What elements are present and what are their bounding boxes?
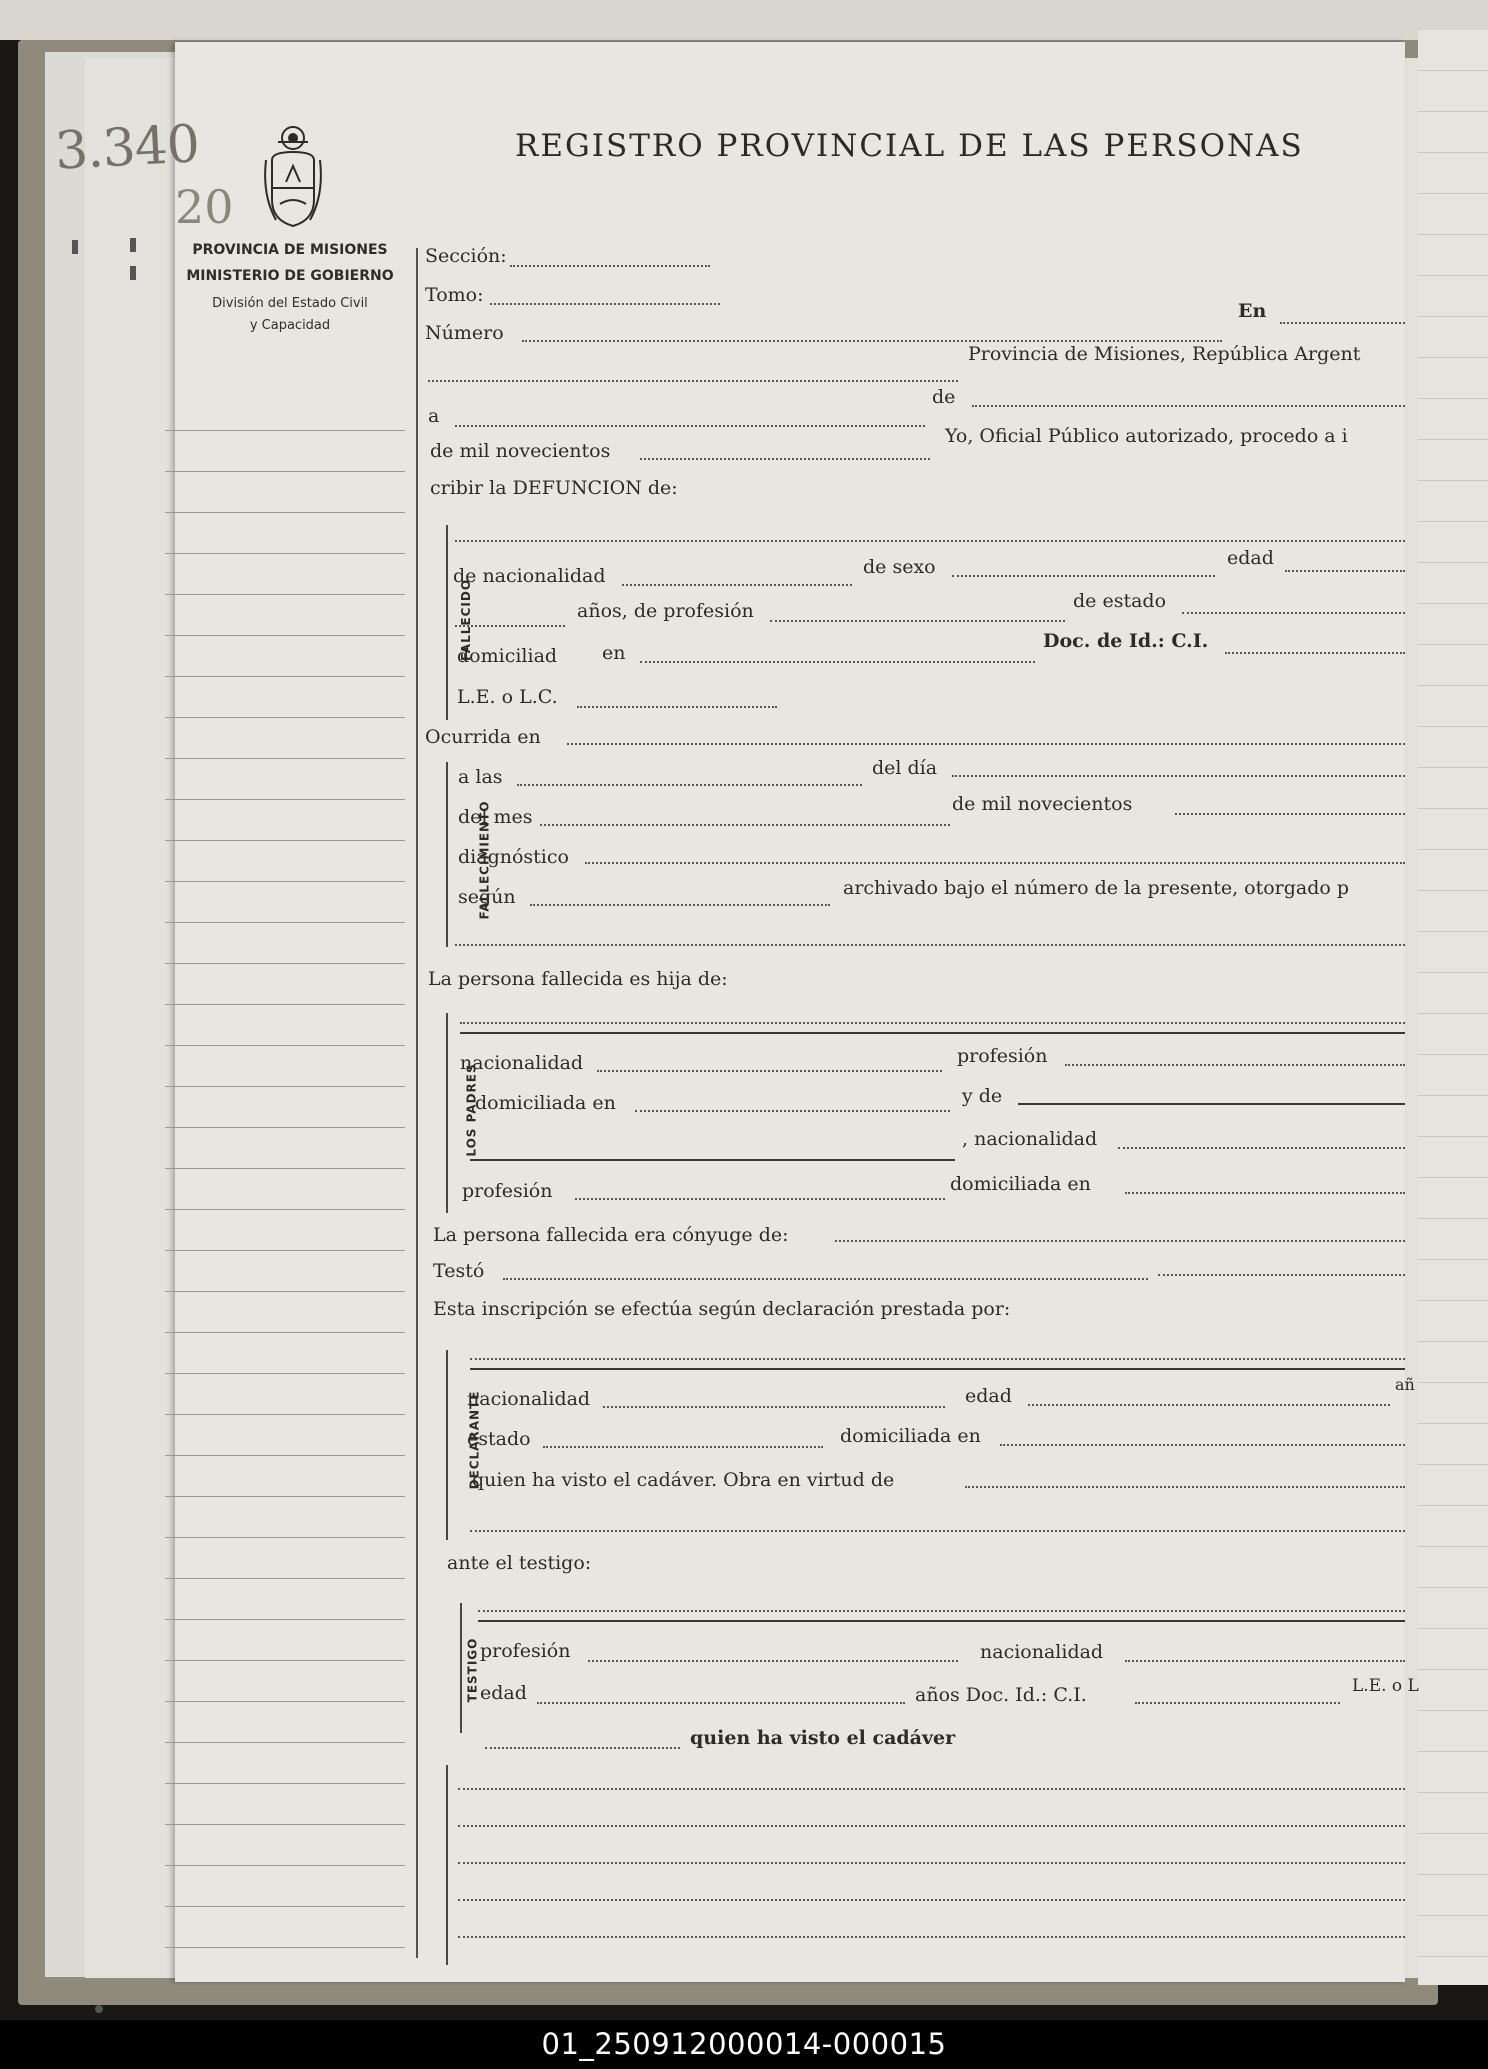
de-mil-field[interactable] bbox=[640, 458, 930, 460]
declarante-name-rule bbox=[470, 1368, 1405, 1370]
de-field[interactable] bbox=[972, 405, 1405, 407]
declarante-edad-label: edad bbox=[965, 1385, 1012, 1407]
padre-nacionalidad-field[interactable] bbox=[597, 1070, 942, 1072]
notes-bracket bbox=[446, 1765, 448, 1965]
coat-of-arms-icon bbox=[262, 120, 324, 232]
diagnostico-field[interactable] bbox=[585, 862, 1405, 864]
testigo-cadaver-text: quien ha visto el cadáver bbox=[690, 1727, 956, 1749]
madre-name-field-2[interactable] bbox=[470, 1159, 955, 1161]
declarante-cadaver-text: quien ha visto el cadáver. Obra en virtud de bbox=[472, 1469, 895, 1491]
declarante-section-label: DECLARANTE bbox=[467, 1390, 482, 1490]
domicilio-label: domiciliad bbox=[457, 645, 558, 667]
mil-novecientos-label: de mil novecientos bbox=[952, 793, 1133, 815]
y-de-label: y de bbox=[962, 1085, 1003, 1107]
page-title: REGISTRO PROVINCIAL DE LAS PERSONAS bbox=[515, 128, 1304, 164]
note-line[interactable] bbox=[458, 1788, 1405, 1790]
del-mes-field[interactable] bbox=[540, 824, 950, 826]
org-province: PROVINCIA DE MISIONES bbox=[192, 242, 388, 258]
fallecido-section-label: FALLECIDO bbox=[459, 578, 474, 662]
note-line[interactable] bbox=[458, 1936, 1405, 1938]
declarante-domicilio-field[interactable] bbox=[1000, 1444, 1405, 1446]
mil-novecientos-field[interactable] bbox=[1175, 813, 1405, 815]
tomo-label: Tomo: bbox=[425, 284, 484, 306]
fallecimiento-section-label: FALLECIMIENTO bbox=[477, 800, 492, 920]
image-id-caption: 01_250912000014-000015 bbox=[0, 2020, 1488, 2069]
ocurrida-field[interactable] bbox=[567, 743, 1405, 745]
declarante-nacionalidad-field[interactable] bbox=[603, 1406, 945, 1408]
testigo-cadaver-field[interactable] bbox=[485, 1747, 680, 1749]
padre-name-rule bbox=[460, 1032, 1405, 1034]
en-label: En bbox=[1238, 300, 1267, 322]
madre-domicilio-label: domiciliada en bbox=[950, 1173, 1091, 1195]
a-las-label: a las bbox=[458, 766, 503, 788]
org-ministry: MINISTERIO DE GOBIERNO bbox=[186, 268, 394, 284]
madre-profesion-field[interactable] bbox=[575, 1198, 945, 1200]
de-label: de bbox=[932, 386, 956, 408]
le-lc-field[interactable] bbox=[577, 706, 777, 708]
en-field[interactable] bbox=[1280, 322, 1405, 324]
testigo-le-label: L.E. o L bbox=[1352, 1676, 1419, 1696]
pin-hole bbox=[95, 2005, 103, 2013]
hija-text: La persona fallecida es hija de: bbox=[428, 968, 728, 990]
padre-domicilio-field[interactable] bbox=[635, 1110, 950, 1112]
conyuge-field[interactable] bbox=[835, 1240, 1405, 1242]
testo-label: Testó bbox=[433, 1260, 485, 1282]
note-line[interactable] bbox=[458, 1862, 1405, 1864]
doc-field[interactable] bbox=[1225, 652, 1405, 654]
edge-mark bbox=[72, 240, 78, 254]
obra-virtud-field[interactable] bbox=[965, 1486, 1405, 1488]
inscripcion-text: Esta inscripción se efectúa según declaración prestada por: bbox=[433, 1298, 1011, 1320]
declarante-edad-field[interactable] bbox=[1028, 1404, 1390, 1406]
stub-ruled-lines bbox=[165, 390, 405, 1960]
padre-nacionalidad-label: nacionalidad bbox=[460, 1052, 584, 1074]
padre-name-field[interactable] bbox=[460, 1022, 1405, 1024]
declarante-name-field[interactable] bbox=[470, 1358, 1405, 1360]
edge-mark bbox=[130, 238, 136, 252]
testigo-edad-label: edad bbox=[480, 1682, 527, 1704]
testigo-profesion-label: profesión bbox=[480, 1640, 571, 1662]
testo-field[interactable] bbox=[503, 1278, 1148, 1280]
provincia-prefix-field[interactable] bbox=[428, 380, 958, 382]
testigo-doc-label: años Doc. Id.: C.I. bbox=[915, 1684, 1087, 1706]
testigo-nacionalidad-field[interactable] bbox=[1125, 1660, 1405, 1662]
padres-section-label: LOS PADRES bbox=[464, 1063, 479, 1157]
edad-field[interactable] bbox=[1285, 570, 1405, 572]
testigo-profesion-field[interactable] bbox=[588, 1660, 958, 1662]
testigo-section-label: TESTIGO bbox=[465, 1637, 480, 1703]
obra-virtud-field-2[interactable] bbox=[470, 1530, 1405, 1532]
testigo-name-field[interactable] bbox=[478, 1610, 1405, 1612]
note-line[interactable] bbox=[458, 1899, 1405, 1901]
de-mil-label: de mil novecientos bbox=[430, 440, 611, 462]
anos-profesion-label: años, de profesión bbox=[577, 600, 754, 622]
testigo-name-rule bbox=[478, 1620, 1405, 1622]
domicilio-field[interactable] bbox=[640, 661, 1035, 663]
declarante-estado-label: estado bbox=[467, 1428, 531, 1450]
facing-page bbox=[1418, 30, 1488, 1985]
padre-profesion-label: profesión bbox=[957, 1045, 1048, 1067]
del-dia-field[interactable] bbox=[952, 775, 1405, 777]
edad-label: edad bbox=[1227, 547, 1274, 569]
fallecido-name-field[interactable] bbox=[455, 540, 1405, 542]
diagnostico-label: diagnóstico bbox=[458, 846, 569, 868]
conyuge-text: La persona fallecida era cónyuge de: bbox=[433, 1224, 789, 1246]
estado-field[interactable] bbox=[1182, 612, 1405, 614]
sexo-label: de sexo bbox=[863, 556, 936, 578]
doc-label: Doc. de Id.: C.I. bbox=[1043, 630, 1209, 652]
archivado-field[interactable] bbox=[455, 944, 1405, 946]
madre-name-field[interactable] bbox=[1018, 1103, 1405, 1105]
del-dia-label: del día bbox=[872, 757, 938, 779]
background-top-strip bbox=[0, 0, 1488, 40]
edad-value-field[interactable] bbox=[455, 625, 565, 627]
declarante-edad-tail: añ bbox=[1395, 1375, 1415, 1394]
numero-field[interactable] bbox=[522, 340, 1222, 342]
profesion-field[interactable] bbox=[770, 620, 1065, 622]
madre-nacionalidad-field[interactable] bbox=[1118, 1147, 1405, 1149]
ocurrida-label: Ocurrida en bbox=[425, 726, 541, 748]
declarante-estado-field[interactable] bbox=[543, 1446, 823, 1448]
seccion-label: Sección: bbox=[425, 245, 507, 267]
le-lc-label: L.E. o L.C. bbox=[457, 686, 558, 708]
ante-testigo-text: ante el testigo: bbox=[447, 1552, 592, 1574]
sexo-field[interactable] bbox=[952, 575, 1215, 577]
testigo-edad-field[interactable] bbox=[537, 1702, 905, 1704]
padre-profesion-field[interactable] bbox=[1065, 1064, 1405, 1066]
madre-profesion-label: profesión bbox=[462, 1180, 553, 1202]
padre-domicilio-label: domiciliada en bbox=[475, 1092, 616, 1114]
testigo-nacionalidad-label: nacionalidad bbox=[980, 1641, 1104, 1663]
testigo-ci-field[interactable] bbox=[1135, 1702, 1340, 1704]
oficial-text: Yo, Oficial Público autorizado, procedo a i bbox=[945, 425, 1348, 447]
tomo-field[interactable] bbox=[490, 303, 720, 305]
declarante-nacionalidad-label: nacionalidad bbox=[467, 1388, 591, 1410]
segun-field[interactable] bbox=[530, 904, 830, 906]
madre-domicilio-field[interactable] bbox=[1125, 1192, 1405, 1194]
archivado-text: archivado bajo el número de la presente, otorgado p bbox=[843, 877, 1350, 899]
a-las-field[interactable] bbox=[517, 784, 862, 786]
madre-nacionalidad-label: , nacionalidad bbox=[962, 1128, 1098, 1150]
defuncion-text: cribir la DEFUNCION de: bbox=[430, 477, 678, 499]
seccion-field[interactable] bbox=[510, 265, 710, 267]
org-capacity: y Capacidad bbox=[249, 318, 331, 333]
note-line[interactable] bbox=[458, 1825, 1405, 1827]
domicilio-en-label: en bbox=[602, 642, 626, 664]
testo-field-2[interactable] bbox=[1158, 1274, 1405, 1276]
stamp-number: 3.340 bbox=[53, 114, 201, 182]
nacionalidad-field[interactable] bbox=[622, 584, 852, 586]
declarante-domicilio-label: domiciliada en bbox=[840, 1425, 981, 1447]
nacionalidad-label: de nacionalidad bbox=[453, 565, 606, 587]
numero-label: Número bbox=[425, 322, 504, 344]
a-field[interactable] bbox=[455, 425, 925, 427]
provincia-text: Provincia de Misiones, República Argent bbox=[968, 343, 1361, 365]
a-label: a bbox=[428, 405, 440, 427]
del-mes-label: del mes bbox=[458, 806, 533, 828]
org-division: División del Estado Civil bbox=[212, 296, 368, 311]
stamp-number-2: 20 bbox=[175, 180, 234, 234]
estado-label: de estado bbox=[1073, 590, 1167, 612]
edge-mark bbox=[130, 266, 136, 280]
segun-label: según bbox=[458, 886, 516, 908]
